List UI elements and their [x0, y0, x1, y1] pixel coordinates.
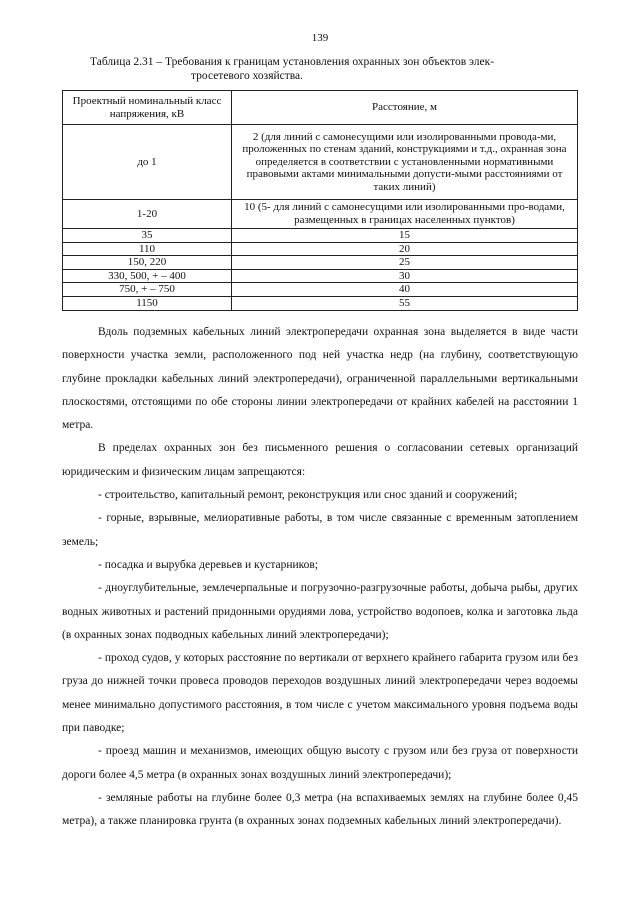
protection-zones-table: [62, 90, 578, 311]
page-number: 139: [311, 32, 329, 44]
table-row: [63, 283, 578, 297]
paragraph: В пределах охранных зон без письменного решения о согласовании сетевых организаций юридическим и физическим лицам запрещаются:: [62, 442, 578, 478]
cell-distance: 55: [232, 296, 578, 310]
cell-distance: 40: [232, 283, 578, 297]
table-row: [63, 200, 578, 229]
cell-voltage: 330, 500, + – 400: [63, 269, 232, 283]
cell-distance: 20: [232, 242, 578, 256]
table-row: [63, 125, 578, 200]
table-caption: [90, 55, 580, 83]
table-row: [63, 296, 578, 310]
list-item: - посадка и вырубка деревьев и кустарников;: [98, 558, 319, 571]
cell-voltage: 1-20: [63, 200, 232, 229]
cell-voltage: 110: [63, 242, 232, 256]
table-row: [63, 269, 578, 283]
cell-distance: 30: [232, 269, 578, 283]
paragraph: Вдоль подземных кабельных линий электропередачи охранная зона выделяется в виде части поверхности участка земли, расположенного под ней участка недр (на глубину, соответствующую глубине прокладки кабельных линий электропередачи), ограниченной параллельными вертикальными плоскостями, отстоящими по обе стороны линии электропередачи от крайних кабелей на расстоянии 1 метра.: [62, 326, 578, 432]
body-text: [62, 321, 578, 834]
cell-distance: 15: [232, 229, 578, 243]
cell-voltage: 35: [63, 229, 232, 243]
list-item: - строительство, капитальный ремонт, реконструкция или снос зданий и сооружений;: [98, 489, 518, 502]
list-item: - горные, взрывные, мелиоративные работы, в том числе связанные с временным затоплением земель;: [62, 512, 578, 548]
caption-line-2: тросетевого хозяйства.: [191, 70, 304, 82]
table-header-row: [63, 91, 578, 125]
table-row: [63, 242, 578, 256]
header-distance: Расстояние, м: [232, 91, 578, 125]
caption-line-1: Таблица 2.31 – Требования к границам установления охранных зон объектов элек-: [90, 56, 495, 68]
table-row: [63, 256, 578, 270]
cell-voltage: 1150: [63, 296, 232, 310]
list-item: - земляные работы на глубине более 0,3 метра (на вспахиваемых землях на глубине более 0,45 метра), а также планировка грунта (в охранных зонах подземных кабельных линий электропередачи).: [62, 791, 578, 828]
cell-distance: 10 (5- для линий с самонесущими или изолированными про-водами, размещенных в границах населенных пунктов): [232, 200, 578, 229]
cell-voltage: 750, + – 750: [63, 283, 232, 297]
table-row: [63, 229, 578, 243]
list-item: - проезд машин и механизмов, имеющих общую высоту с грузом или без груза от поверхности дороги более 4,5 метра (в охранных зонах воздушных линий электропередачи);: [62, 745, 578, 781]
cell-distance: 25: [232, 256, 578, 270]
list-item: - дноуглубительные, землечерпальные и погрузочно-разгрузочные работы, добыча рыбы, других водных животных и растений придонными орудиями лова, устройство водопоев, колка и заготовка льда (в охранных зонах подводных кабельных линий электропередачи);: [62, 582, 578, 641]
cell-voltage: до 1: [63, 125, 232, 200]
cell-voltage: 150, 220: [63, 256, 232, 270]
list-item: - проход судов, у которых расстояние по вертикали от верхнего крайнего габарита грузом или без груза до нижней точки провеса проводов переходов воздушных линий электропередачи через водоемы менее минимально допустимого расстояния, в том числе с учетом максимального уровня подъема воды при паводке;: [62, 652, 578, 735]
cell-distance: 2 (для линий с самонесущими или изолированными провода-ми, проложенных по стенам зданий, конструкциями и т.д., охранная зона определяется в соответствии с установленными нормативными правовыми актами минимальными допусти-мыми расстояниями от таких линий): [232, 125, 578, 200]
header-voltage: Проектный номинальный класс напряжения, кВ: [63, 91, 232, 125]
